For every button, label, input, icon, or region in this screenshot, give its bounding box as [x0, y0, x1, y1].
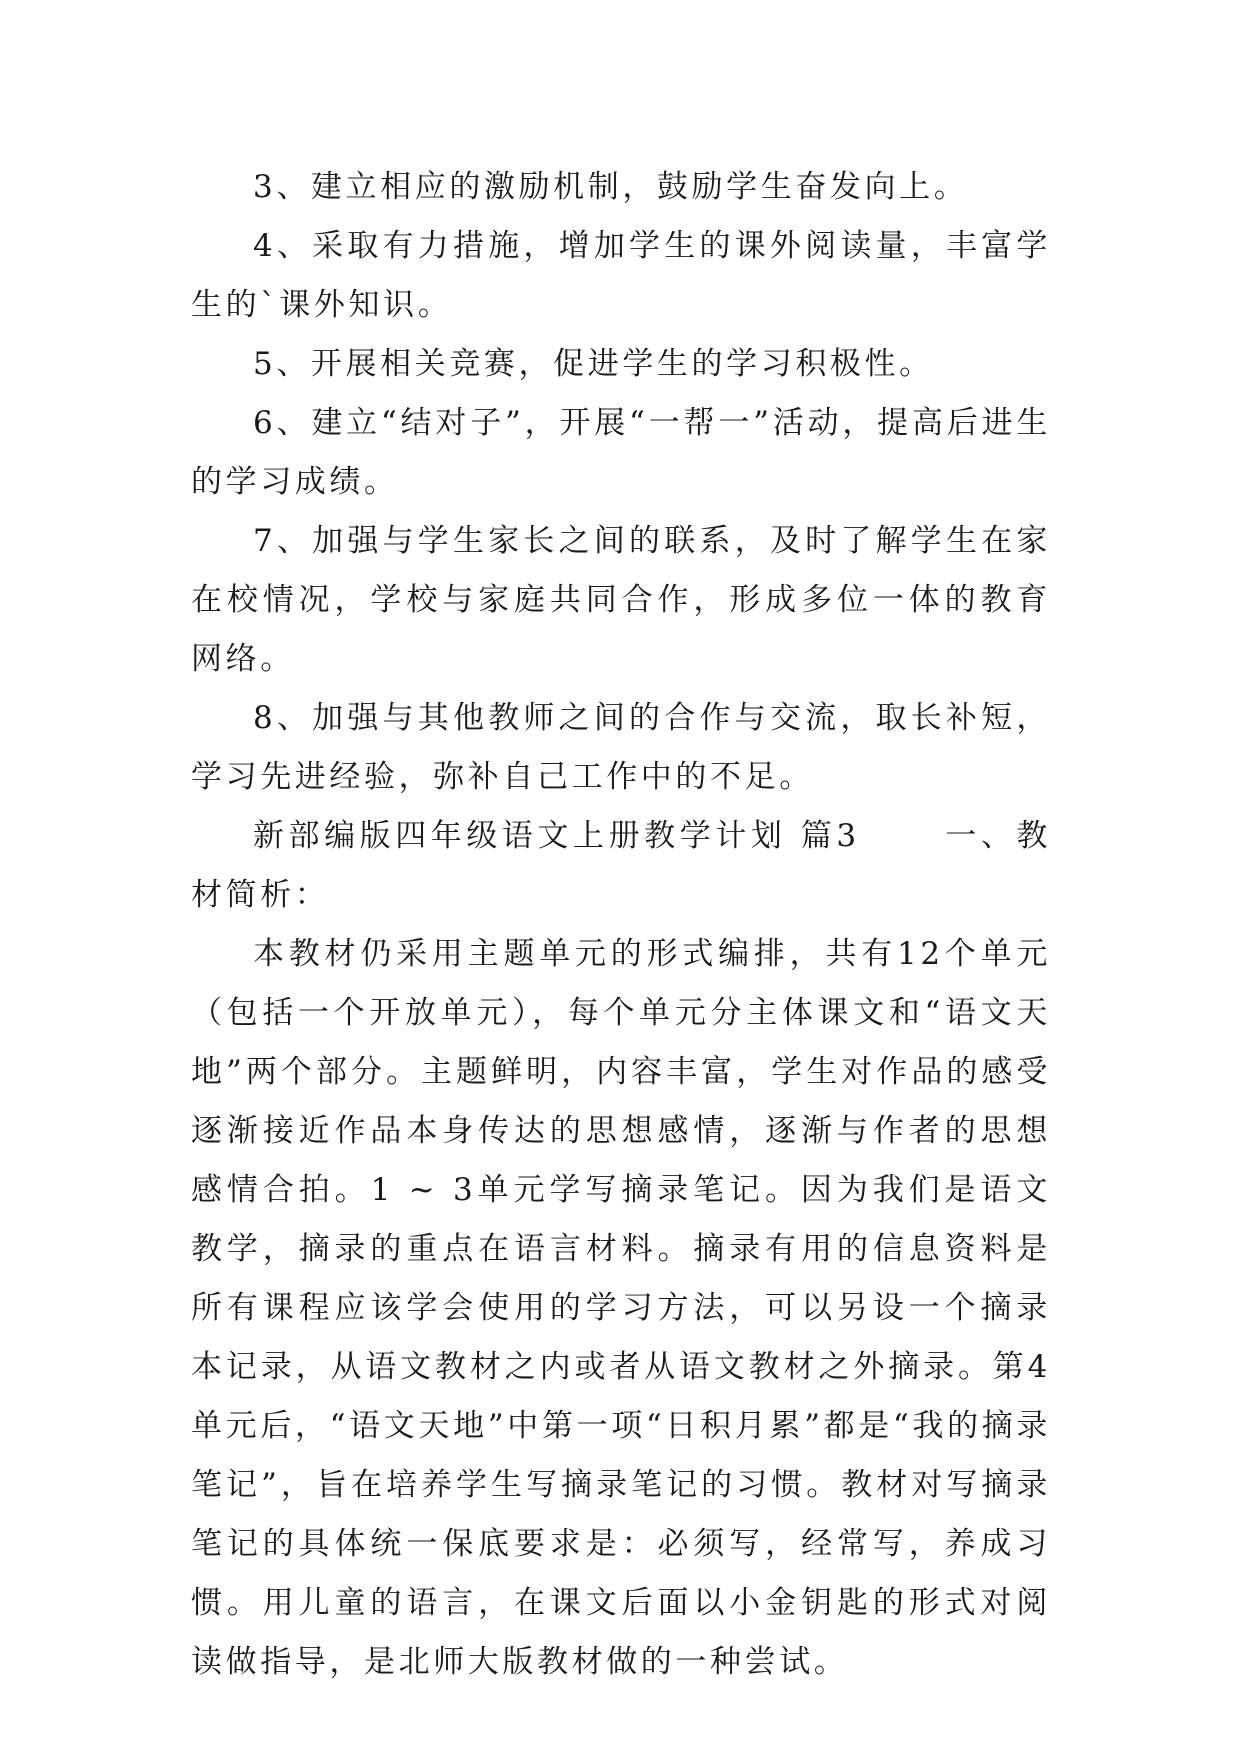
paragraph-item-4: 4、采取有力措施，增加学生的课外阅读量，丰富学生的`课外知识。	[191, 228, 1051, 323]
section-heading: 新部编版四年级语文上册教学计划 篇3 一、教材简析：	[191, 818, 1051, 913]
paragraph-item-8: 8、加强与其他教师之间的合作与交流，取长补短，学习先进经验，弥补自己工作中的不足。	[191, 700, 1051, 795]
document-body	[191, 158, 1051, 1692]
paragraph-item-3: 3、建立相应的激励机制，鼓励学生奋发向上。	[253, 169, 969, 205]
paragraph-item-5: 5、开展相关竞赛，促进学生的学习积极性。	[253, 346, 934, 382]
paragraph-item-6: 6、建立“结对子”，开展“一帮一”活动，提高后进生的学习成绩。	[191, 405, 1051, 500]
paragraph-item-7: 7、加强与学生家长之间的联系，及时了解学生在家在校情况，学校与家庭共同合作，形成多位一体的教育网络。	[191, 523, 1051, 677]
body-paragraph: 本教材仍采用主题单元的形式编排，共有12个单元（包括一个开放单元），每个单元分主体课文和“语文天地”两个部分。主题鲜明，内容丰富，学生对作品的感受逐渐接近作品本身传达的思想感情，逐渐与作者的思想感情合拍。1 ~ 3单元学写摘录笔记。因为我们是语文教学，摘录的重点在语言材料。摘录有用的信息资料是所有课程应该学会使用的学习方法，可以另设一个摘录本记录，从语文教材之内或者从语文教材之外摘录。第4单元后，“语文天地”中第一项“日积月累”都是“我的摘录笔记”，旨在培养学生写摘录笔记的习惯。教材对写摘录笔记的具体统一保底要求是：必须写，经常写，养成习惯。用儿童的语言，在课文后面以小金钥匙的形式对阅读做指导，是北师大版教材做的一种尝试。	[191, 936, 1051, 1680]
